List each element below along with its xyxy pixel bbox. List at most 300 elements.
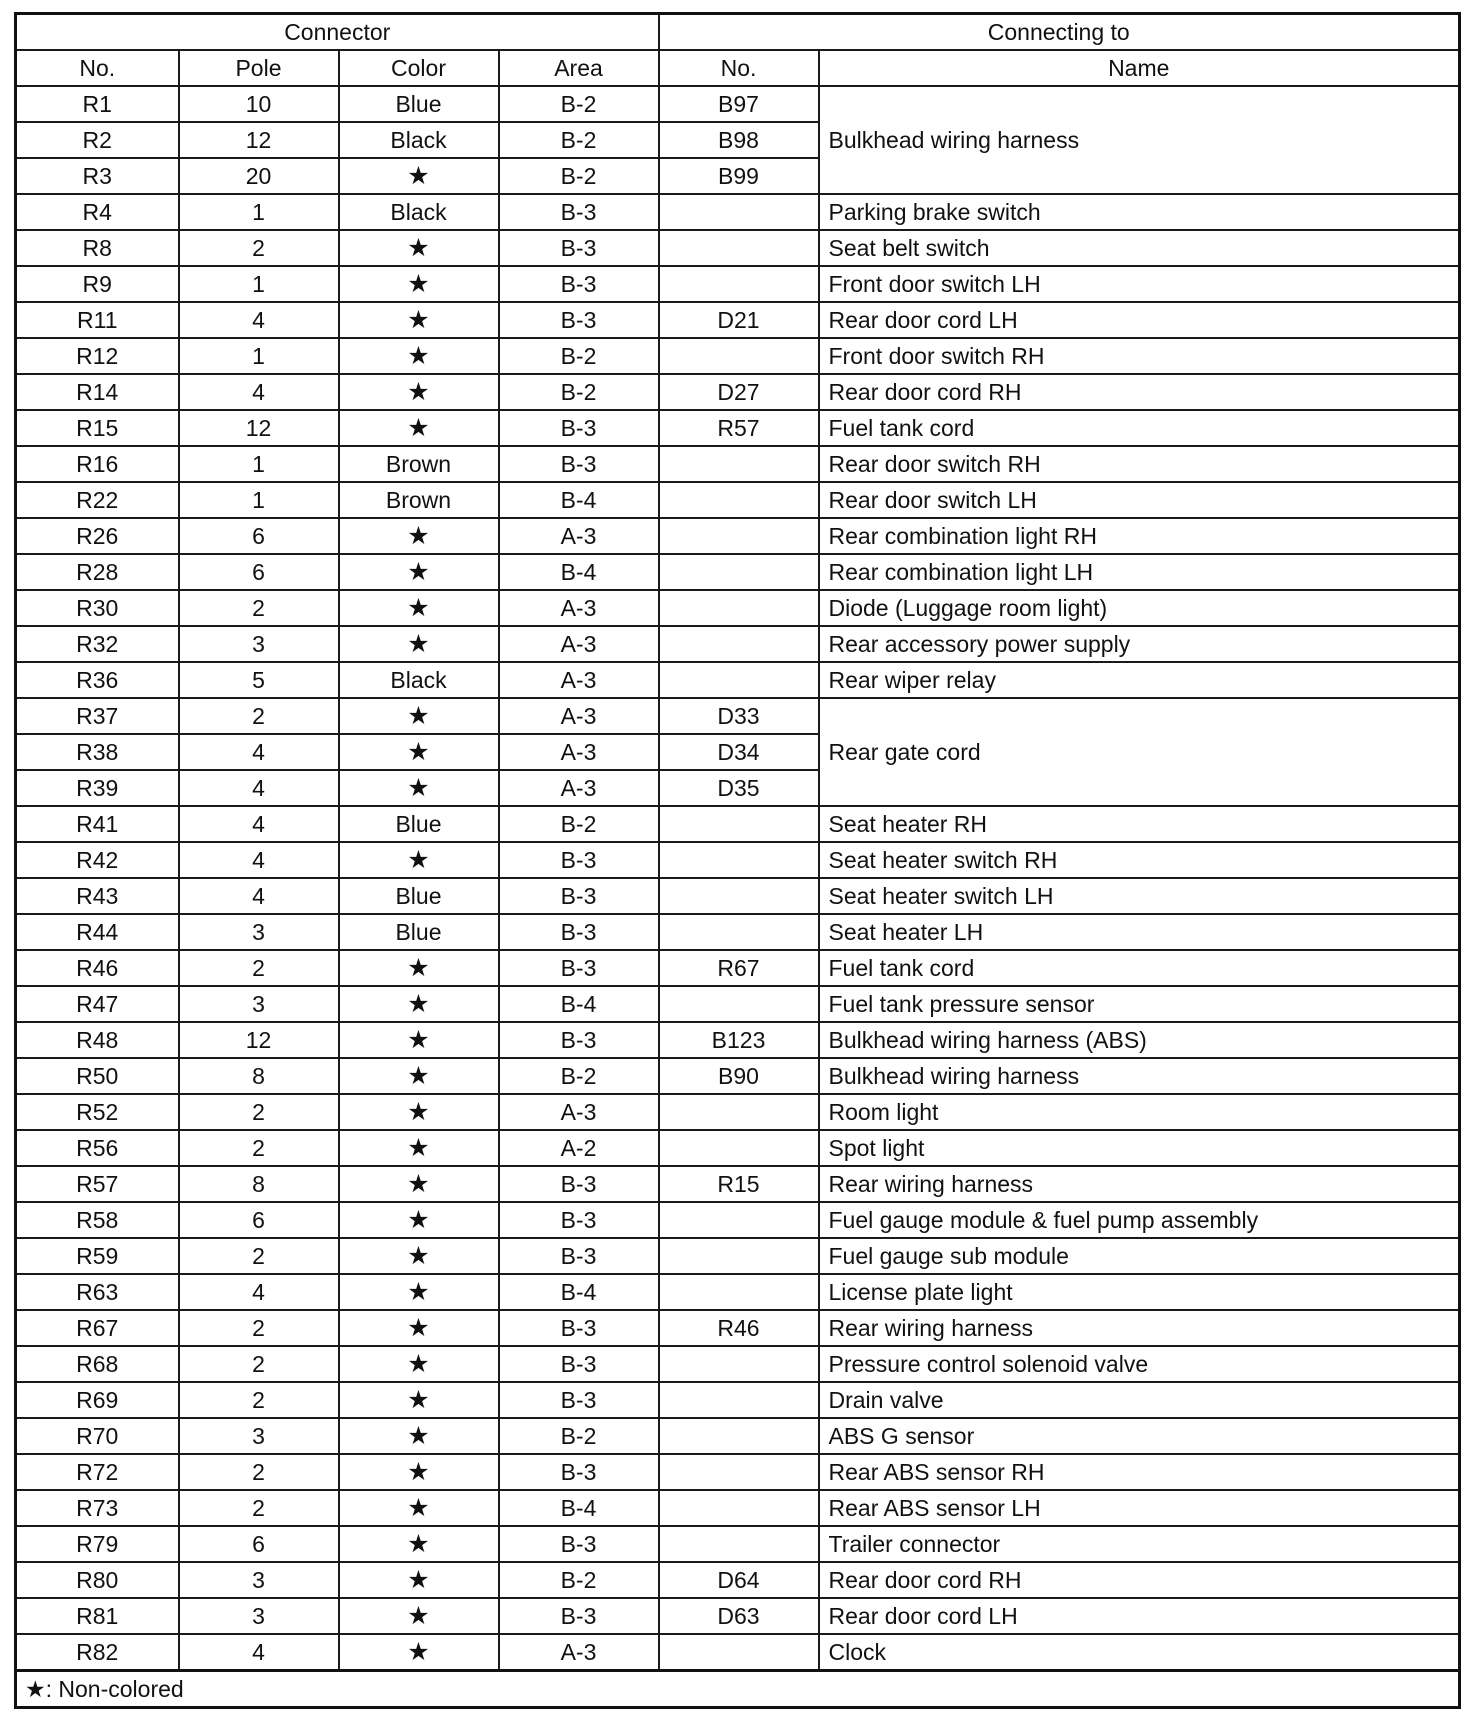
connector-group-header: Connector [16,14,659,51]
connector-no-cell: R80 [16,1562,179,1598]
connector-no-cell: R69 [16,1382,179,1418]
area-cell: B-3 [499,1346,659,1382]
color-cell: ★ [339,1058,499,1094]
connecting-name-cell: Rear ABS sensor LH [819,1490,1460,1526]
pole-cell: 4 [179,770,339,806]
connecting-name-cell: Seat heater RH [819,806,1460,842]
connecting-no-cell [659,194,819,230]
color-cell: ★ [339,842,499,878]
table-row [16,842,1460,878]
connector-no-cell: R50 [16,1058,179,1094]
color-cell: ★ [339,1238,499,1274]
connector-no-cell: R79 [16,1526,179,1562]
table-header [16,14,1460,87]
table-row [16,338,1460,374]
color-cell: ★ [339,1274,499,1310]
connecting-no-cell: D63 [659,1598,819,1634]
connecting-no-cell: D34 [659,734,819,770]
color-cell: ★ [339,338,499,374]
connecting-no-cell: R57 [659,410,819,446]
connecting-name-cell: Rear door switch LH [819,482,1460,518]
connecting-name-cell: Rear door cord LH [819,302,1460,338]
pole-cell: 12 [179,1022,339,1058]
pole-cell: 12 [179,410,339,446]
area-cell: A-3 [499,662,659,698]
area-cell: B-3 [499,1598,659,1634]
pole-cell: 8 [179,1166,339,1202]
table-row [16,1130,1460,1166]
connecting-name-cell: Clock [819,1634,1460,1671]
connector-no-cell: R26 [16,518,179,554]
column-header-name: Name [819,50,1460,86]
connector-no-cell: R4 [16,194,179,230]
pole-cell: 4 [179,374,339,410]
connecting-name-cell: Room light [819,1094,1460,1130]
table-row [16,1094,1460,1130]
color-cell: ★ [339,698,499,734]
connecting-name-cell: ABS G sensor [819,1418,1460,1454]
connector-no-cell: R59 [16,1238,179,1274]
connector-no-cell: R47 [16,986,179,1022]
connecting-no-cell [659,806,819,842]
column-header-area: Area [499,50,659,86]
color-cell: ★ [339,554,499,590]
connector-no-cell: R41 [16,806,179,842]
color-cell: ★ [339,1202,499,1238]
connector-no-cell: R67 [16,1310,179,1346]
color-cell: ★ [339,230,499,266]
table-row [16,1634,1460,1671]
color-cell: Blue [339,878,499,914]
connecting-name-cell: Seat belt switch [819,230,1460,266]
pole-cell: 4 [179,734,339,770]
connecting-no-cell [659,1418,819,1454]
connector-no-cell: R44 [16,914,179,950]
color-cell: ★ [339,950,499,986]
table-row [16,914,1460,950]
area-cell: B-2 [499,338,659,374]
connector-no-cell: R37 [16,698,179,734]
table-row [16,554,1460,590]
color-cell: ★ [339,734,499,770]
area-cell: B-2 [499,86,659,122]
table-row [16,1418,1460,1454]
connector-no-cell: R46 [16,950,179,986]
connecting-name-cell: Seat heater switch RH [819,842,1460,878]
pole-cell: 2 [179,230,339,266]
connecting-no-cell [659,1526,819,1562]
column-header-no: No. [16,50,179,86]
pole-cell: 6 [179,518,339,554]
connecting-name-cell: Rear wiring harness [819,1166,1460,1202]
connecting-no-cell: R46 [659,1310,819,1346]
area-cell: B-2 [499,122,659,158]
area-cell: B-3 [499,1382,659,1418]
table-row [16,1022,1460,1058]
connecting-name-cell: Bulkhead wiring harness (ABS) [819,1022,1460,1058]
pole-cell: 2 [179,950,339,986]
connector-no-cell: R52 [16,1094,179,1130]
connecting-no-cell [659,230,819,266]
connector-no-cell: R22 [16,482,179,518]
pole-cell: 6 [179,1202,339,1238]
color-cell: ★ [339,626,499,662]
color-cell: Black [339,662,499,698]
area-cell: B-2 [499,374,659,410]
connecting-no-cell: D21 [659,302,819,338]
connector-no-cell: R57 [16,1166,179,1202]
connector-no-cell: R15 [16,410,179,446]
pole-cell: 1 [179,482,339,518]
connecting-name-cell: Bulkhead wiring harness [819,1058,1460,1094]
area-cell: B-2 [499,158,659,194]
connecting-no-cell [659,986,819,1022]
color-cell: ★ [339,518,499,554]
table-row [16,1490,1460,1526]
area-cell: B-2 [499,1418,659,1454]
table-row [16,806,1460,842]
connecting-name-cell: Fuel gauge module & fuel pump assembly [819,1202,1460,1238]
connecting-no-cell [659,266,819,302]
table-row [16,1238,1460,1274]
connecting-no-cell: D35 [659,770,819,806]
color-cell: Blue [339,914,499,950]
area-cell: A-3 [499,770,659,806]
color-cell: ★ [339,266,499,302]
connecting-no-cell: D27 [659,374,819,410]
pole-cell: 4 [179,1274,339,1310]
pole-cell: 10 [179,86,339,122]
color-cell: ★ [339,158,499,194]
connector-no-cell: R82 [16,1634,179,1671]
connecting-name-cell: Front door switch LH [819,266,1460,302]
pole-cell: 5 [179,662,339,698]
color-cell: Brown [339,482,499,518]
color-cell: ★ [339,1526,499,1562]
pole-cell: 2 [179,1490,339,1526]
connecting-name-cell: Fuel tank cord [819,410,1460,446]
table-row [16,878,1460,914]
color-cell: Blue [339,806,499,842]
connecting-name-cell: Fuel tank pressure sensor [819,986,1460,1022]
connecting-name-cell: Seat heater switch LH [819,878,1460,914]
connecting-no-cell: B123 [659,1022,819,1058]
table-row [16,1346,1460,1382]
color-cell: ★ [339,1490,499,1526]
pole-cell: 3 [179,986,339,1022]
connector-no-cell: R58 [16,1202,179,1238]
connecting-no-cell [659,878,819,914]
connecting-name-cell: Rear wiper relay [819,662,1460,698]
connecting-name-cell: Pressure control solenoid valve [819,1346,1460,1382]
pole-cell: 1 [179,266,339,302]
connecting-no-cell [659,590,819,626]
pole-cell: 4 [179,878,339,914]
column-header-connecting-no: No. [659,50,819,86]
connecting-no-cell [659,446,819,482]
connecting-no-cell [659,1382,819,1418]
table-row [16,986,1460,1022]
column-header-pole: Pole [179,50,339,86]
connector-no-cell: R12 [16,338,179,374]
area-cell: B-4 [499,554,659,590]
area-cell: B-3 [499,1238,659,1274]
column-header-row [16,50,1460,86]
table-row [16,86,1460,122]
connector-no-cell: R56 [16,1130,179,1166]
color-cell: ★ [339,1562,499,1598]
table-row [16,1310,1460,1346]
pole-cell: 4 [179,302,339,338]
table-row [16,266,1460,302]
table-row [16,950,1460,986]
connecting-name-cell: Rear accessory power supply [819,626,1460,662]
color-cell: ★ [339,1598,499,1634]
connecting-name-cell: Parking brake switch [819,194,1460,230]
area-cell: B-3 [499,914,659,950]
connecting-no-cell [659,1490,819,1526]
table-row [16,482,1460,518]
table-row [16,626,1460,662]
connecting-no-cell [659,1274,819,1310]
connector-no-cell: R63 [16,1274,179,1310]
area-cell: B-3 [499,1166,659,1202]
area-cell: B-4 [499,1274,659,1310]
area-cell: B-3 [499,230,659,266]
area-cell: A-3 [499,590,659,626]
connecting-no-cell: D64 [659,1562,819,1598]
area-cell: A-2 [499,1130,659,1166]
connecting-name-cell: Rear gate cord [819,698,1460,806]
table-row [16,1454,1460,1490]
connecting-no-cell [659,1454,819,1490]
connector-no-cell: R28 [16,554,179,590]
connecting-no-cell [659,554,819,590]
connecting-no-cell [659,842,819,878]
legend-note: ★: Non-colored [16,1671,1460,1708]
connecting-no-cell [659,338,819,374]
legend-row [16,1671,1460,1708]
connecting-no-cell [659,518,819,554]
connecting-name-cell: Rear door switch RH [819,446,1460,482]
connector-no-cell: R43 [16,878,179,914]
connector-no-cell: R2 [16,122,179,158]
color-cell: ★ [339,1454,499,1490]
connector-no-cell: R14 [16,374,179,410]
table-row [16,374,1460,410]
connecting-no-cell [659,626,819,662]
connector-table [14,12,1461,1709]
connecting-no-cell: R67 [659,950,819,986]
area-cell: B-3 [499,1310,659,1346]
area-cell: B-3 [499,446,659,482]
area-cell: B-3 [499,1526,659,1562]
table-row [16,590,1460,626]
column-header-color: Color [339,50,499,86]
connecting-name-cell: Spot light [819,1130,1460,1166]
connecting-no-cell [659,1238,819,1274]
pole-cell: 2 [179,1094,339,1130]
connector-no-cell: R36 [16,662,179,698]
pole-cell: 3 [179,914,339,950]
pole-cell: 3 [179,1418,339,1454]
color-cell: ★ [339,1166,499,1202]
connecting-no-cell [659,662,819,698]
connector-no-cell: R38 [16,734,179,770]
pole-cell: 20 [179,158,339,194]
connecting-to-group-header: Connecting to [659,14,1460,51]
connecting-name-cell: Bulkhead wiring harness [819,86,1460,194]
connector-no-cell: R42 [16,842,179,878]
connecting-name-cell: Diode (Luggage room light) [819,590,1460,626]
pole-cell: 6 [179,1526,339,1562]
connecting-name-cell: Rear door cord LH [819,1598,1460,1634]
pole-cell: 8 [179,1058,339,1094]
group-header-row [16,14,1460,51]
connecting-name-cell: Rear door cord RH [819,1562,1460,1598]
pole-cell: 2 [179,698,339,734]
connecting-no-cell: B97 [659,86,819,122]
connecting-no-cell: D33 [659,698,819,734]
connecting-no-cell [659,482,819,518]
pole-cell: 4 [179,806,339,842]
area-cell: B-3 [499,950,659,986]
table-row [16,230,1460,266]
table-row [16,1202,1460,1238]
connector-no-cell: R32 [16,626,179,662]
connecting-name-cell: Rear combination light LH [819,554,1460,590]
connector-no-cell: R9 [16,266,179,302]
connecting-name-cell: Rear wiring harness [819,1310,1460,1346]
area-cell: B-3 [499,1202,659,1238]
connecting-name-cell: Rear ABS sensor RH [819,1454,1460,1490]
pole-cell: 2 [179,590,339,626]
area-cell: B-3 [499,266,659,302]
color-cell: ★ [339,1634,499,1671]
connecting-name-cell: Trailer connector [819,1526,1460,1562]
color-cell: ★ [339,1310,499,1346]
connecting-no-cell [659,1202,819,1238]
connecting-no-cell [659,1634,819,1671]
color-cell: Blue [339,86,499,122]
area-cell: B-3 [499,302,659,338]
connector-no-cell: R30 [16,590,179,626]
pole-cell: 4 [179,1634,339,1671]
connector-no-cell: R1 [16,86,179,122]
pole-cell: 1 [179,338,339,374]
pole-cell: 3 [179,1562,339,1598]
connecting-no-cell [659,914,819,950]
color-cell: ★ [339,1418,499,1454]
table-row [16,698,1460,734]
connecting-no-cell [659,1094,819,1130]
connecting-no-cell: B98 [659,122,819,158]
connecting-no-cell: B90 [659,1058,819,1094]
pole-cell: 2 [179,1346,339,1382]
connector-no-cell: R48 [16,1022,179,1058]
connecting-name-cell: Rear door cord RH [819,374,1460,410]
color-cell: ★ [339,1382,499,1418]
connecting-name-cell: Drain valve [819,1382,1460,1418]
pole-cell: 2 [179,1454,339,1490]
connector-no-cell: R70 [16,1418,179,1454]
color-cell: ★ [339,1346,499,1382]
table-row [16,518,1460,554]
connecting-name-cell: Rear combination light RH [819,518,1460,554]
area-cell: B-4 [499,482,659,518]
pole-cell: 4 [179,842,339,878]
table-row [16,1382,1460,1418]
connector-no-cell: R11 [16,302,179,338]
area-cell: B-3 [499,410,659,446]
color-cell: ★ [339,1094,499,1130]
table-row [16,1166,1460,1202]
color-cell: Black [339,194,499,230]
connecting-name-cell: Fuel tank cord [819,950,1460,986]
connector-no-cell: R3 [16,158,179,194]
connecting-name-cell: Fuel gauge sub module [819,1238,1460,1274]
table-row [16,302,1460,338]
pole-cell: 1 [179,446,339,482]
area-cell: B-3 [499,194,659,230]
connecting-no-cell [659,1346,819,1382]
table-row [16,446,1460,482]
color-cell: ★ [339,986,499,1022]
color-cell: ★ [339,302,499,338]
connecting-name-cell: Seat heater LH [819,914,1460,950]
table-row [16,1058,1460,1094]
color-cell: ★ [339,770,499,806]
pole-cell: 3 [179,1598,339,1634]
connector-no-cell: R73 [16,1490,179,1526]
area-cell: B-4 [499,986,659,1022]
color-cell: ★ [339,410,499,446]
area-cell: A-3 [499,1094,659,1130]
area-cell: B-2 [499,1058,659,1094]
connecting-no-cell: B99 [659,158,819,194]
color-cell: ★ [339,1022,499,1058]
area-cell: B-4 [499,1490,659,1526]
area-cell: B-3 [499,1454,659,1490]
table-row [16,1526,1460,1562]
area-cell: B-3 [499,842,659,878]
pole-cell: 3 [179,626,339,662]
connector-no-cell: R81 [16,1598,179,1634]
connecting-no-cell: R15 [659,1166,819,1202]
connecting-name-cell: License plate light [819,1274,1460,1310]
table-row [16,1562,1460,1598]
area-cell: B-2 [499,1562,659,1598]
connector-no-cell: R72 [16,1454,179,1490]
area-cell: A-3 [499,626,659,662]
color-cell: Brown [339,446,499,482]
area-cell: B-3 [499,878,659,914]
connector-no-cell: R8 [16,230,179,266]
pole-cell: 12 [179,122,339,158]
pole-cell: 2 [179,1382,339,1418]
table-body [16,86,1460,1671]
table-row [16,410,1460,446]
connecting-name-cell: Front door switch RH [819,338,1460,374]
color-cell: ★ [339,374,499,410]
pole-cell: 2 [179,1130,339,1166]
area-cell: A-3 [499,698,659,734]
table-row [16,1274,1460,1310]
connector-no-cell: R68 [16,1346,179,1382]
area-cell: A-3 [499,518,659,554]
area-cell: A-3 [499,734,659,770]
area-cell: B-3 [499,1022,659,1058]
